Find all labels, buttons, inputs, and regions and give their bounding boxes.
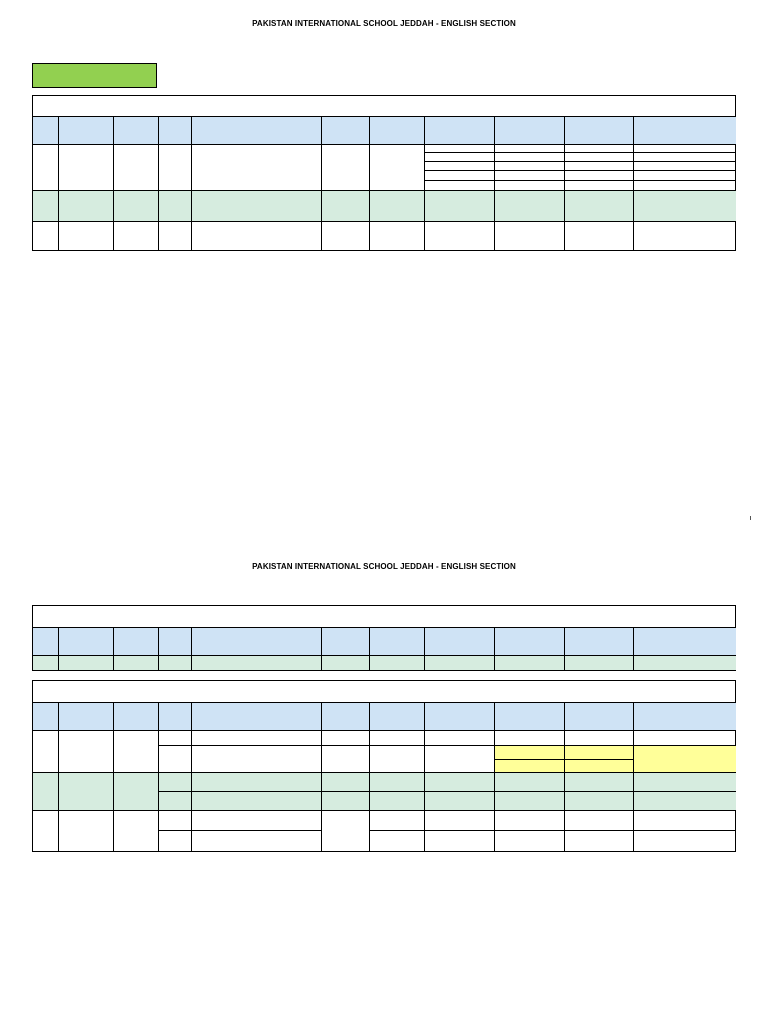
table-cell bbox=[494, 792, 564, 811]
header-cell bbox=[191, 703, 321, 731]
table-cell bbox=[633, 191, 736, 222]
header-cell bbox=[58, 703, 113, 731]
table-cell bbox=[191, 145, 321, 191]
table-cell bbox=[191, 656, 321, 670]
table-cell bbox=[58, 731, 113, 773]
table-cell bbox=[369, 656, 424, 670]
table-cell bbox=[321, 656, 369, 670]
table-cell bbox=[113, 773, 158, 811]
table-cell bbox=[494, 773, 564, 792]
table-cell bbox=[32, 811, 58, 851]
table-cell bbox=[633, 811, 736, 831]
table-cell bbox=[58, 773, 113, 811]
table-cell bbox=[369, 792, 424, 811]
table-cell bbox=[564, 191, 633, 222]
table-cell bbox=[321, 222, 369, 251]
table-cell bbox=[58, 656, 113, 670]
table-cell bbox=[321, 145, 369, 191]
table-cell bbox=[158, 222, 191, 251]
table-cell bbox=[158, 811, 191, 831]
header-cell bbox=[564, 628, 633, 656]
header-cell bbox=[424, 703, 494, 731]
table-cell bbox=[494, 731, 564, 746]
document-title: PAKISTAN INTERNATIONAL SCHOOL JEDDAH - ENGLISH SECTION bbox=[252, 19, 516, 28]
table-cell bbox=[321, 746, 369, 773]
document-title: PAKISTAN INTERNATIONAL SCHOOL JEDDAH - ENGLISH SECTION bbox=[252, 562, 516, 571]
header-cell bbox=[191, 628, 321, 656]
table-cell bbox=[58, 145, 113, 191]
table-cell bbox=[191, 746, 321, 773]
schedule-table bbox=[32, 680, 736, 852]
header-cell bbox=[32, 628, 58, 656]
highlighted-cell bbox=[494, 760, 564, 773]
header-cell bbox=[633, 117, 736, 145]
header-cell bbox=[424, 628, 494, 656]
table-cell bbox=[32, 731, 58, 773]
table-cell bbox=[158, 746, 191, 773]
table-cell bbox=[564, 792, 633, 811]
table-cell bbox=[424, 746, 494, 773]
table-cell bbox=[58, 222, 113, 251]
status-tag bbox=[32, 63, 157, 88]
highlighted-cell bbox=[564, 746, 633, 760]
table-cell bbox=[564, 656, 633, 670]
table-cell bbox=[564, 811, 633, 831]
table-cell bbox=[158, 731, 191, 746]
table-cell bbox=[191, 773, 321, 792]
table-cell bbox=[369, 831, 424, 851]
highlighted-cell bbox=[564, 760, 633, 773]
schedule-table bbox=[32, 605, 736, 671]
header-cell bbox=[113, 703, 158, 731]
table-cell bbox=[424, 831, 494, 851]
table-cell bbox=[369, 746, 424, 773]
table-cell bbox=[191, 792, 321, 811]
table-cell bbox=[32, 191, 58, 222]
table-cell bbox=[369, 811, 424, 831]
table-cell bbox=[191, 222, 321, 251]
table-cell bbox=[633, 773, 736, 792]
table-cell bbox=[564, 831, 633, 851]
table-cell bbox=[113, 656, 158, 670]
table-cell bbox=[113, 811, 158, 851]
table-cell bbox=[158, 831, 191, 851]
header-cell bbox=[564, 703, 633, 731]
header-cell bbox=[58, 628, 113, 656]
header-cell bbox=[494, 628, 564, 656]
table-cell bbox=[58, 811, 113, 851]
table-cell bbox=[424, 656, 494, 670]
table-cell bbox=[321, 773, 369, 792]
table-cell bbox=[369, 222, 424, 251]
header-cell bbox=[424, 117, 494, 145]
table-cell bbox=[321, 811, 369, 851]
table-cell bbox=[369, 145, 424, 191]
header-cell bbox=[564, 117, 633, 145]
table-cell bbox=[424, 811, 494, 831]
table-cell bbox=[191, 811, 321, 831]
header-cell bbox=[32, 703, 58, 731]
table-cell bbox=[369, 731, 424, 746]
header-cell bbox=[321, 628, 369, 656]
header-cell bbox=[369, 628, 424, 656]
table-cell bbox=[158, 145, 191, 191]
header-cell bbox=[494, 117, 564, 145]
table-cell bbox=[113, 222, 158, 251]
table-cell bbox=[191, 831, 321, 851]
table-cell bbox=[494, 656, 564, 670]
header-cell bbox=[58, 117, 113, 145]
header-cell bbox=[158, 628, 191, 656]
header-cell bbox=[321, 117, 369, 145]
table-cell bbox=[158, 773, 191, 792]
table-cell bbox=[424, 773, 494, 792]
table-cell bbox=[564, 222, 633, 251]
table-cell bbox=[424, 222, 494, 251]
table-cell bbox=[633, 222, 736, 251]
table-cell bbox=[32, 145, 58, 191]
header-cell bbox=[633, 703, 736, 731]
table-cell bbox=[564, 773, 633, 792]
table-cell bbox=[494, 811, 564, 831]
table-cell bbox=[32, 656, 58, 670]
header-cell bbox=[191, 117, 321, 145]
header-cell bbox=[113, 117, 158, 145]
header-cell bbox=[369, 117, 424, 145]
table-cell bbox=[494, 191, 564, 222]
header-cell bbox=[158, 117, 191, 145]
table-cell bbox=[32, 773, 58, 811]
table-cell bbox=[58, 191, 113, 222]
table-cell bbox=[369, 191, 424, 222]
table-cell bbox=[113, 191, 158, 222]
header-cell bbox=[369, 703, 424, 731]
header-cell bbox=[321, 703, 369, 731]
table-cell bbox=[32, 222, 58, 251]
table-cell bbox=[321, 792, 369, 811]
page-edge-mark bbox=[750, 516, 751, 520]
table-cell bbox=[633, 792, 736, 811]
schedule-table bbox=[32, 95, 736, 251]
highlighted-cell bbox=[494, 746, 564, 760]
table-cell bbox=[158, 656, 191, 670]
table-cell bbox=[369, 773, 424, 792]
table-cell bbox=[633, 656, 736, 670]
table-cell bbox=[494, 222, 564, 251]
table-cell bbox=[633, 731, 736, 746]
table-cell bbox=[321, 191, 369, 222]
table-cell bbox=[424, 191, 494, 222]
table-cell bbox=[494, 831, 564, 851]
header-cell bbox=[494, 703, 564, 731]
table-cell bbox=[158, 792, 191, 811]
table-cell bbox=[113, 731, 158, 773]
table-cell bbox=[158, 191, 191, 222]
table-cell bbox=[191, 731, 321, 746]
header-cell bbox=[158, 703, 191, 731]
table-cell bbox=[191, 191, 321, 222]
header-cell bbox=[113, 628, 158, 656]
highlighted-cell bbox=[633, 746, 736, 773]
header-cell bbox=[633, 628, 736, 656]
table-cell bbox=[113, 145, 158, 191]
table-cell bbox=[633, 831, 736, 851]
table-cell bbox=[424, 792, 494, 811]
table-cell bbox=[321, 731, 369, 746]
table-cell bbox=[424, 731, 494, 746]
table-cell bbox=[564, 731, 633, 746]
header-cell bbox=[32, 117, 58, 145]
